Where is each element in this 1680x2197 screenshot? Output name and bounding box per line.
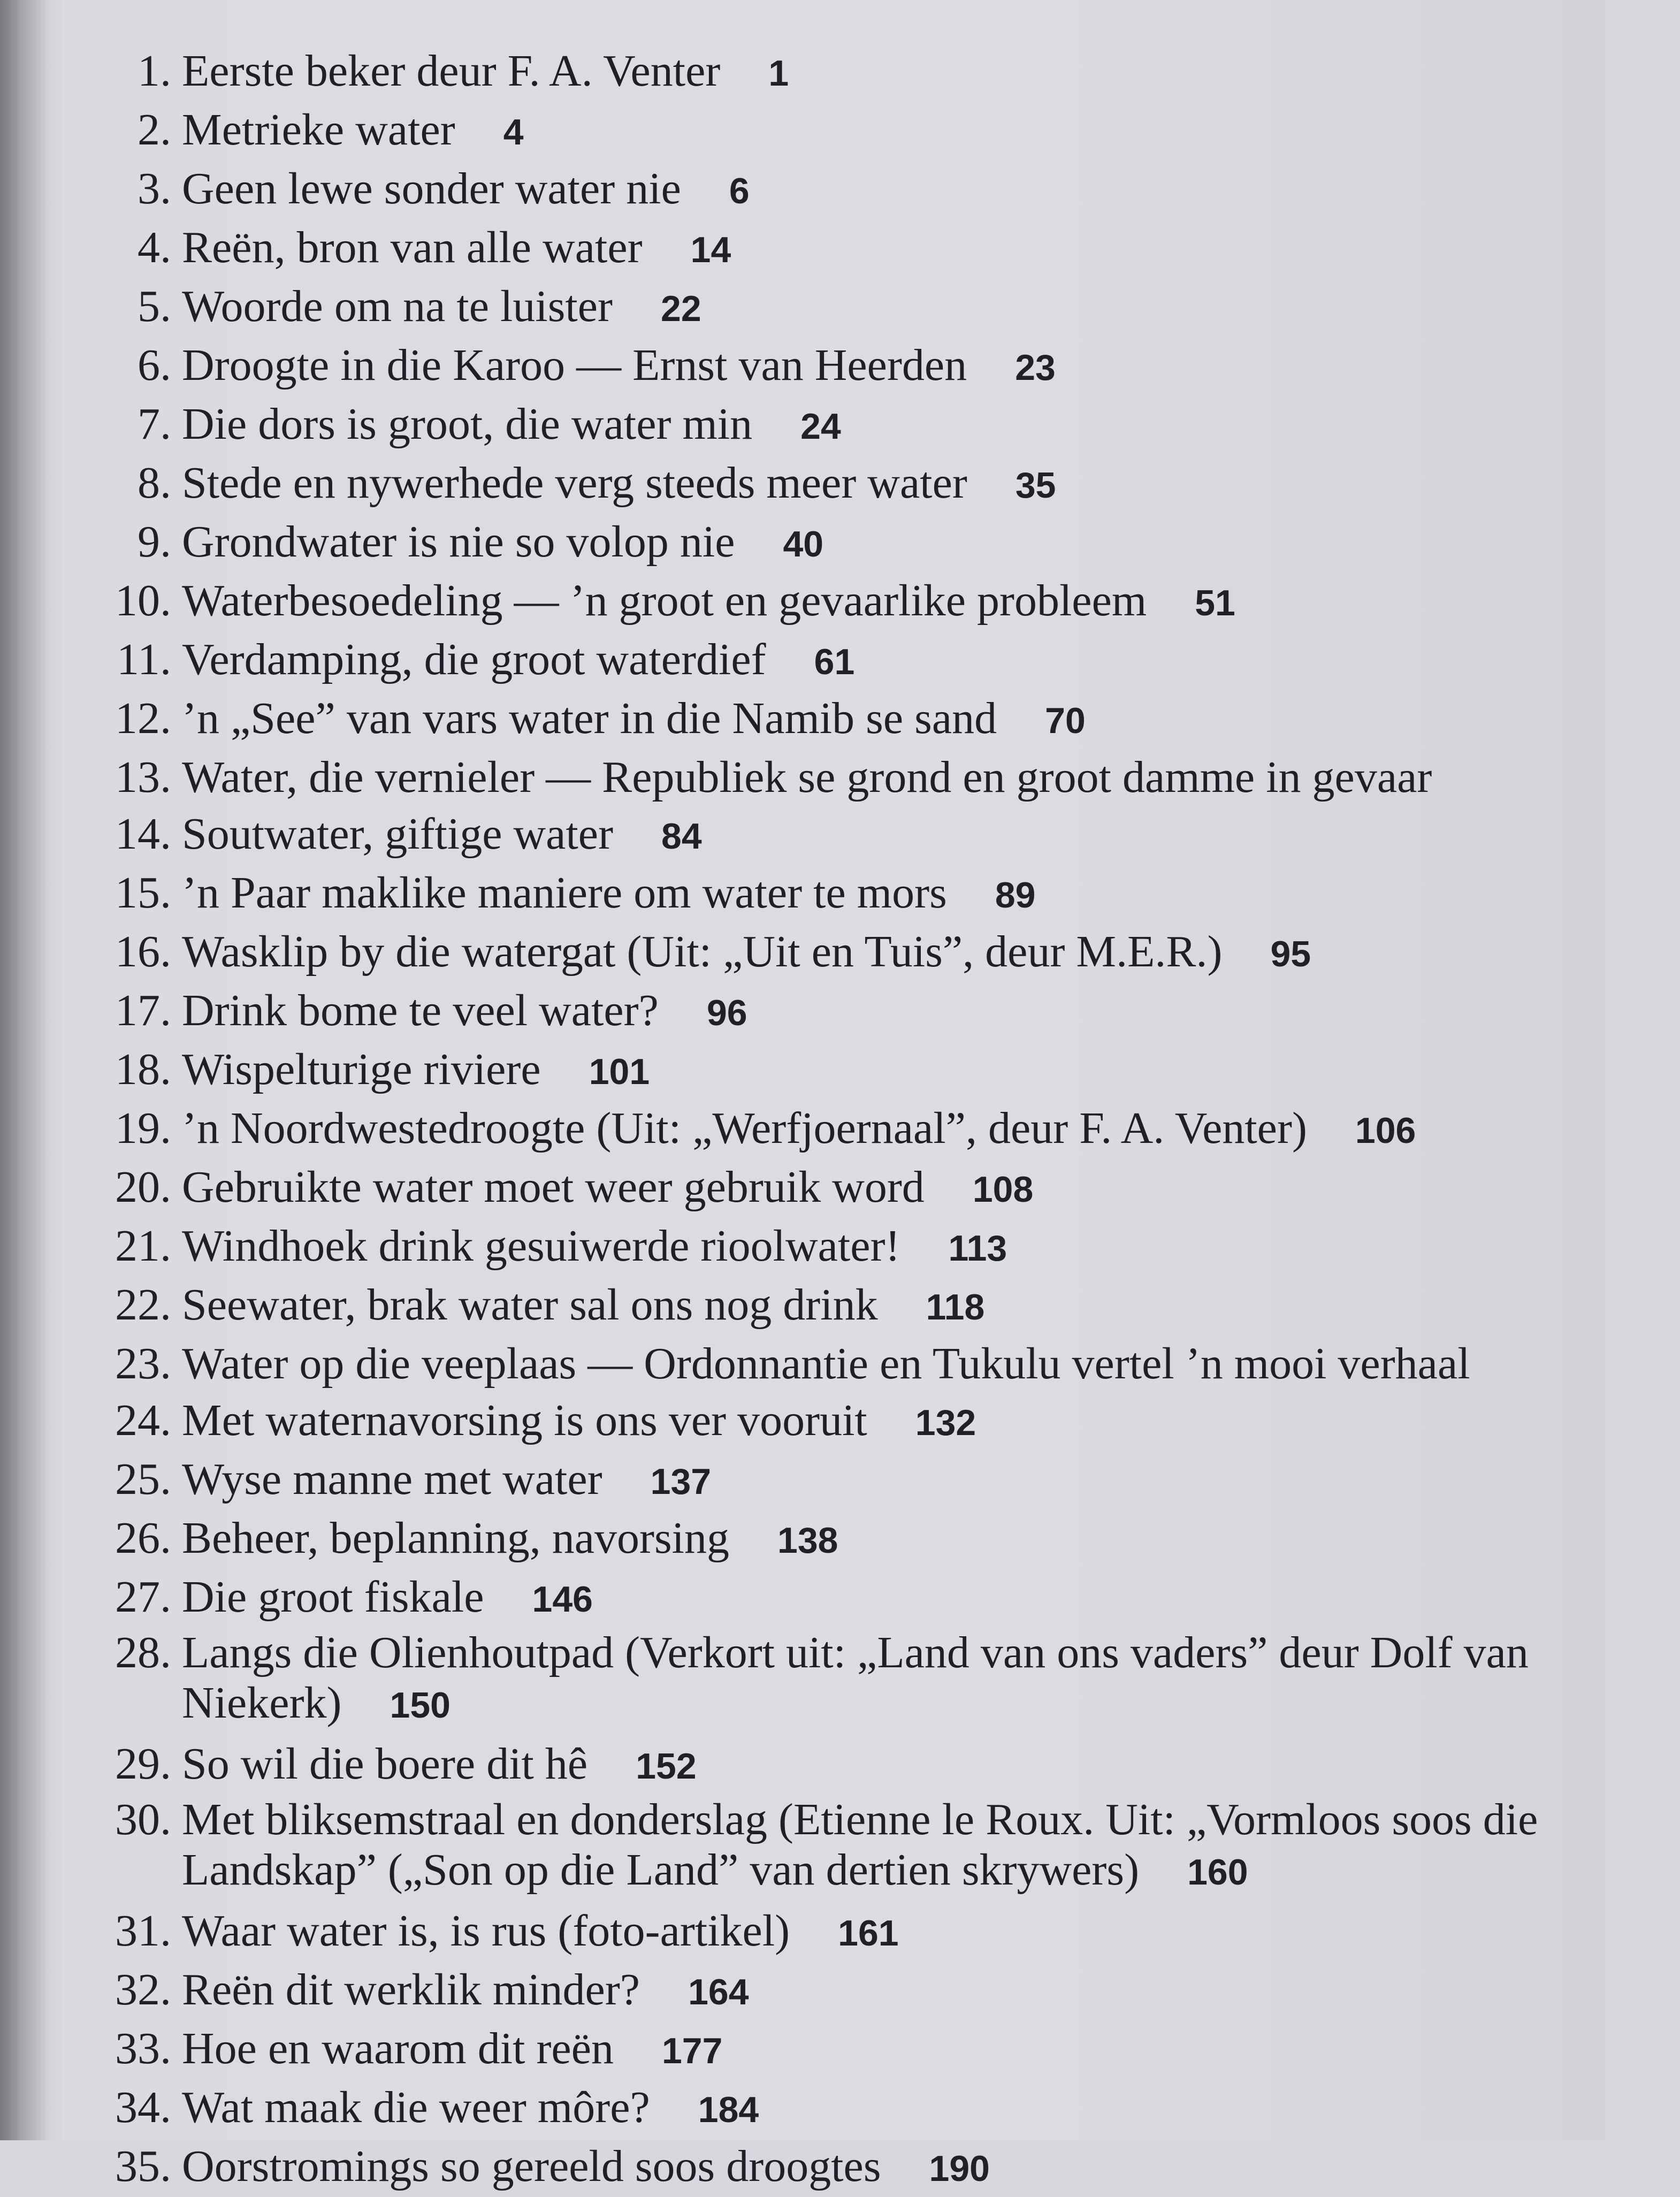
entry-title: Met bliksemstraal en donderslag (Etienne le Roux. Uit: „Vormloos soos die Landskap” („Son op die Land” van dertien skrywers) <box>182 1795 1538 1895</box>
toc-entry <box>86 749 1594 806</box>
entry-number: 32. <box>115 1965 171 2015</box>
entry-title: ’n „See” van vars water in die Namib se sand <box>182 693 997 743</box>
entry-page-number: 184 <box>698 2089 759 2130</box>
entry-number: 25. <box>115 1454 171 1504</box>
entry-number: 6. <box>138 340 171 390</box>
entry-number: 31. <box>115 1906 171 1956</box>
entry-number: 27. <box>115 1572 171 1622</box>
toc-entry <box>86 1277 1594 1336</box>
entry-page-number: 51 <box>1195 583 1235 623</box>
toc-entry <box>86 514 1594 573</box>
entry-title: Verdamping, die groot waterdief <box>182 635 766 684</box>
entry-title: Met waternavorsing is ons ver vooruit <box>182 1395 867 1445</box>
toc-entry <box>86 2020 1594 2079</box>
entry-title: Beheer, beplanning, navorsing <box>182 1513 730 1563</box>
entry-number: 24. <box>115 1395 171 1445</box>
entry-number: 14. <box>115 809 171 859</box>
entry-page-number: 132 <box>915 1402 976 1443</box>
entry-number: 35. <box>115 2141 171 2191</box>
entry-title: Reën, bron van alle water <box>182 223 643 272</box>
toc-entry <box>86 1569 1594 1628</box>
entry-page-number: 137 <box>650 1461 712 1502</box>
entry-title: Hoe en waarom dit reën <box>182 2024 614 2073</box>
entry-number: 29. <box>115 1739 171 1789</box>
entry-title: Droogte in die Karoo — Ernst van Heerden <box>182 340 967 390</box>
entry-title: Windhoek drink gesuiwerde rioolwater! <box>182 1221 900 1271</box>
entry-page-number: 160 <box>1187 1852 1248 1893</box>
entry-title: Reën dit werklik minder? <box>182 1965 640 2015</box>
entry-number: 10. <box>115 576 171 625</box>
toc-entry <box>86 1451 1594 1510</box>
entry-title: Wat maak die weer môre? <box>182 2082 650 2132</box>
entry-page-number: 61 <box>814 642 855 682</box>
entry-page-number: 1 <box>768 53 789 94</box>
toc-entry <box>86 982 1594 1041</box>
entry-number: 33. <box>115 2024 171 2073</box>
entry-page-number: 164 <box>688 1972 749 2012</box>
toc-entry <box>86 1100 1594 1159</box>
entry-number: 21. <box>115 1221 171 1271</box>
toc-entry <box>86 1736 1594 1795</box>
entry-number: 4. <box>138 223 171 272</box>
entry-page-number: 22 <box>661 288 701 329</box>
entry-number: 7. <box>138 399 171 449</box>
entry-title: Waar water is, is rus (foto-artikel) <box>182 1906 790 1956</box>
toc-entry <box>86 1962 1594 2020</box>
toc-entry <box>86 1628 1680 1730</box>
entry-title: Water, die vernieler — Republiek se grond en groot damme in gevaar <box>182 752 1432 802</box>
entry-page-number: 190 <box>929 2148 990 2189</box>
entry-page-number: 95 <box>1270 934 1311 974</box>
entry-page-number: 118 <box>926 1287 985 1328</box>
entry-page-number: 177 <box>661 2031 723 2071</box>
entry-title: Die dors is groot, die water min <box>182 399 753 449</box>
entry-number: 22. <box>115 1280 171 1330</box>
toc-entry <box>86 924 1594 982</box>
toc-entry <box>86 1336 1594 1392</box>
entry-page-number: 70 <box>1045 700 1086 741</box>
entry-page-number: 150 <box>390 1685 450 1726</box>
entry-title: Eerste beker deur F. A. Venter <box>182 46 721 96</box>
entry-title: Die groot fiskale <box>182 1572 484 1622</box>
entry-title: ’n Paar maklike maniere om water te mors <box>182 868 947 918</box>
entry-number: 5. <box>138 281 171 331</box>
entry-title: Wispelturige riviere <box>182 1044 541 1094</box>
entry-number: 16. <box>115 927 171 977</box>
entry-number: 26. <box>115 1513 171 1563</box>
toc-entry <box>86 161 1594 219</box>
toc-entry <box>86 455 1594 514</box>
entry-title: Gebruikte water moet weer gebruik word <box>182 1162 925 1212</box>
toc-entry <box>86 631 1594 690</box>
toc-entry <box>86 278 1594 337</box>
entry-page-number: 4 <box>503 112 524 152</box>
entry-number: 20. <box>115 1162 171 1212</box>
toc-entry <box>86 573 1594 631</box>
entry-number: 1. <box>138 46 171 96</box>
toc-entry <box>86 1159 1594 1218</box>
toc-entry <box>86 337 1594 396</box>
toc-entry <box>86 1510 1594 1569</box>
entry-title: Metrieke water <box>182 105 455 155</box>
entry-number: 18. <box>115 1044 171 1094</box>
binding-gutter-shadow <box>0 0 48 2140</box>
toc-entry <box>86 690 1594 749</box>
entry-title: Woorde om na te luister <box>182 281 613 331</box>
toc-entry <box>86 43 1594 102</box>
entry-number: 8. <box>138 458 171 508</box>
entry-page-number: 101 <box>589 1051 650 1092</box>
toc-entry <box>86 806 1594 865</box>
entry-page-number: 84 <box>661 816 702 857</box>
entry-title: Langs die Olienhoutpad (Verkort uit: „Land van ons vaders” deur Dolf van Niekerk) <box>182 1628 1529 1728</box>
entry-title: Grondwater is nie so volop nie <box>182 517 735 567</box>
entry-number: 9. <box>138 517 171 567</box>
entry-page-number: 89 <box>995 875 1036 916</box>
toc-entry <box>86 1392 1594 1451</box>
entry-page-number: 23 <box>1015 347 1056 388</box>
toc-entry <box>86 1903 1594 1962</box>
toc-entry <box>86 2138 1594 2197</box>
toc-entry <box>86 219 1594 278</box>
entry-page-number: 96 <box>706 993 747 1033</box>
entry-page-number: 106 <box>1355 1110 1416 1151</box>
entry-page-number: 14 <box>690 230 731 270</box>
toc-entry <box>86 1218 1594 1277</box>
toc-entry <box>86 396 1594 455</box>
entry-title: Stede en nywerhede verg steeds meer water <box>182 458 967 508</box>
entry-title: Wyse manne met water <box>182 1454 602 1504</box>
entry-title: Geen lewe sonder water nie <box>182 164 681 213</box>
entry-title: Drink bome te veel water? <box>182 986 659 1035</box>
entry-title: Waterbesoedeling — ’n groot en gevaarlike probleem <box>182 576 1147 625</box>
entry-page-number: 152 <box>636 1746 697 1787</box>
table-of-contents <box>86 43 1594 2197</box>
entry-page-number: 161 <box>838 1913 899 1954</box>
entry-number: 17. <box>115 986 171 1035</box>
entry-title: Wasklip by die watergat (Uit: „Uit en Tuis”, deur M.E.R.) <box>182 927 1223 977</box>
toc-entry <box>86 865 1594 924</box>
entry-title: Seewater, brak water sal ons nog drink <box>182 1280 878 1330</box>
entry-number: 15. <box>115 868 171 918</box>
entry-page-number: 24 <box>800 406 841 447</box>
entry-title: Soutwater, giftige water <box>182 809 614 859</box>
entry-title: Water op die veeplaas — Ordonnantie en Tukulu vertel ’n mooi verhaal <box>182 1339 1470 1389</box>
entry-number: 3. <box>138 164 171 213</box>
entry-page-number: 6 <box>729 171 750 211</box>
toc-entry <box>86 1041 1594 1100</box>
entry-page-number: 108 <box>972 1169 1034 1210</box>
entry-title: ’n Noordwestedroogte (Uit: „Werfjoernaal”, deur F. A. Venter) <box>182 1103 1307 1153</box>
entry-number: 11. <box>117 635 171 684</box>
entry-title: Oorstromings so gereeld soos droogtes <box>182 2141 881 2191</box>
entry-number: 34. <box>115 2082 171 2132</box>
toc-entry <box>86 2079 1594 2138</box>
entry-number: 30. <box>115 1795 171 1844</box>
entry-page-number: 138 <box>777 1520 838 1561</box>
entry-number: 28. <box>115 1628 171 1677</box>
entry-title: So wil die boere dit hê <box>182 1739 588 1789</box>
entry-number: 12. <box>115 693 171 743</box>
entry-number: 13. <box>115 752 171 802</box>
entry-page-number: 113 <box>948 1228 1007 1269</box>
entry-page-number: 40 <box>783 524 824 564</box>
entry-number: 19. <box>115 1103 171 1153</box>
entry-number: 23. <box>115 1339 171 1389</box>
toc-entry <box>86 102 1594 161</box>
entry-page-number: 146 <box>532 1579 593 1620</box>
toc-entry <box>86 1795 1680 1897</box>
entry-number: 2. <box>138 105 171 155</box>
entry-page-number: 35 <box>1015 465 1056 506</box>
